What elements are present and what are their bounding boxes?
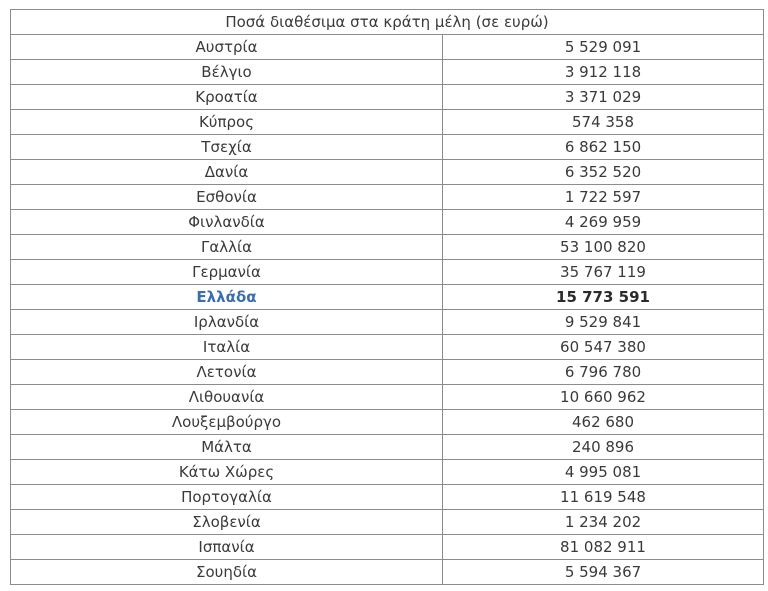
country-cell: Δανία xyxy=(11,160,443,185)
amount-cell: 15 773 591 xyxy=(443,285,764,310)
amount-cell: 81 082 911 xyxy=(443,535,764,560)
country-cell: Σουηδία xyxy=(11,560,443,585)
country-cell: Ισπανία xyxy=(11,535,443,560)
country-cell: Φινλανδία xyxy=(11,210,443,235)
country-cell: Κροατία xyxy=(11,85,443,110)
table-row xyxy=(11,435,764,460)
country-cell: Γερμανία xyxy=(11,260,443,285)
amount-cell: 4 269 959 xyxy=(443,210,764,235)
country-cell: Γαλλία xyxy=(11,235,443,260)
country-cell: Λουξεμβούργο xyxy=(11,410,443,435)
table-row xyxy=(11,35,764,60)
amount-cell: 5 594 367 xyxy=(443,560,764,585)
table-row xyxy=(11,185,764,210)
country-cell: Τσεχία xyxy=(11,135,443,160)
table-row xyxy=(11,285,764,310)
amount-cell: 11 619 548 xyxy=(443,485,764,510)
table-row xyxy=(11,335,764,360)
table-row xyxy=(11,510,764,535)
table-row xyxy=(11,85,764,110)
amount-cell: 6 862 150 xyxy=(443,135,764,160)
amount-cell: 10 660 962 xyxy=(443,385,764,410)
table-row xyxy=(11,560,764,585)
table-row xyxy=(11,460,764,485)
amount-cell: 462 680 xyxy=(443,410,764,435)
table-row xyxy=(11,110,764,135)
country-cell: Κύπρος xyxy=(11,110,443,135)
amount-cell: 1 722 597 xyxy=(443,185,764,210)
amount-cell: 1 234 202 xyxy=(443,510,764,535)
table-row xyxy=(11,310,764,335)
table-row xyxy=(11,360,764,385)
country-cell: Λιθουανία xyxy=(11,385,443,410)
amount-cell: 35 767 119 xyxy=(443,260,764,285)
country-cell: Αυστρία xyxy=(11,35,443,60)
amount-cell: 53 100 820 xyxy=(443,235,764,260)
country-cell: Ιρλανδία xyxy=(11,310,443,335)
table-row xyxy=(11,60,764,85)
table-row xyxy=(11,235,764,260)
table-row xyxy=(11,535,764,560)
country-cell: Λετονία xyxy=(11,360,443,385)
amount-cell: 6 796 780 xyxy=(443,360,764,385)
table-row xyxy=(11,210,764,235)
amount-cell: 60 547 380 xyxy=(443,335,764,360)
country-cell: Ιταλία xyxy=(11,335,443,360)
amount-cell: 240 896 xyxy=(443,435,764,460)
table-row xyxy=(11,160,764,185)
amount-cell: 3 371 029 xyxy=(443,85,764,110)
country-cell: Μάλτα xyxy=(11,435,443,460)
amount-cell: 5 529 091 xyxy=(443,35,764,60)
amount-cell: 9 529 841 xyxy=(443,310,764,335)
table-row xyxy=(11,485,764,510)
table-row xyxy=(11,385,764,410)
table-header-row xyxy=(11,10,764,35)
amount-cell: 3 912 118 xyxy=(443,60,764,85)
country-cell: Ελλάδα xyxy=(11,285,443,310)
table-title: Ποσά διαθέσιμα στα κράτη μέλη (σε ευρώ) xyxy=(11,10,764,35)
table-row xyxy=(11,260,764,285)
funds-table xyxy=(10,9,764,585)
country-cell: Κάτω Χώρες xyxy=(11,460,443,485)
country-cell: Βέλγιο xyxy=(11,60,443,85)
amount-cell: 4 995 081 xyxy=(443,460,764,485)
country-cell: Εσθονία xyxy=(11,185,443,210)
country-cell: Πορτογαλία xyxy=(11,485,443,510)
amount-cell: 6 352 520 xyxy=(443,160,764,185)
table-row xyxy=(11,410,764,435)
table-row xyxy=(11,135,764,160)
amount-cell: 574 358 xyxy=(443,110,764,135)
country-cell: Σλοβενία xyxy=(11,510,443,535)
